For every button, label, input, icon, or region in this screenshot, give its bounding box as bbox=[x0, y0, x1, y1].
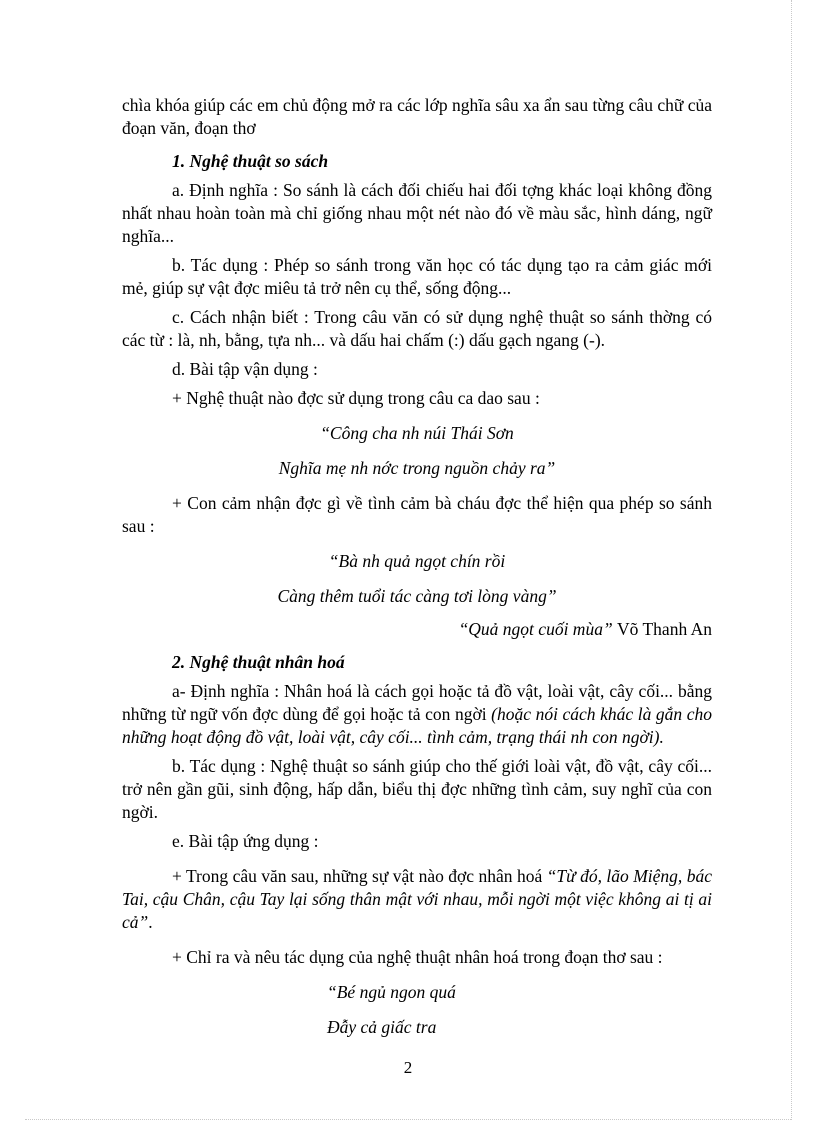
comparison-effect: b. Tác dụng : Phép so sánh trong văn học có tác dụng tạo ra cảm giác mới mẻ, giúp sự vật đợc miêu tả trở nên cụ thể, sống động... bbox=[122, 255, 712, 298]
page-content bbox=[122, 94, 712, 1039]
poem-3-line-1: “Bé ngủ ngon quá bbox=[327, 982, 456, 1002]
personification-definition bbox=[122, 680, 712, 749]
comparison-exercise-title: d. Bài tập vận dụng : bbox=[172, 359, 318, 379]
poem-1-line-2: Nghĩa mẹ nh nớc trong nguồn chảy ra” bbox=[278, 458, 556, 478]
intro-paragraph: chìa khóa giúp các em chủ động mở ra các lớp nghĩa sâu xa ẩn sau từng câu chữ của đoạn văn, đoạn thơ bbox=[122, 95, 712, 138]
comparison-recognition: c. Cách nhận biết : Trong câu văn có sử dụng nghệ thuật so sánh thờng có các từ : là, nh, bằng, tựa nh... và dấu hai chấm (:) dấu gạch ngang (-). bbox=[122, 307, 712, 350]
personification-question-1-main: + Trong câu văn sau, những sự vật nào đợc nhân hoá bbox=[172, 866, 547, 886]
poem-2-source bbox=[122, 618, 712, 641]
poem-1-line-1: “Công cha nh núi Thái Sơn bbox=[320, 423, 514, 443]
personification-definition-main: a- Định nghĩa : Nhân hoá là cách gọi hoặc tả đồ vật, loài vật, cây cối... bằng những từ ngữ vốn đợc dùng để gọi hoặc tả con ngời bbox=[122, 681, 712, 724]
comparison-question-2: + Con cảm nhận đợc gì về tình cảm bà cháu đợc thể hiện qua phép so sánh sau : bbox=[122, 493, 712, 536]
bottom-page-border bbox=[25, 1119, 791, 1120]
personification-effect: b. Tác dụng : Nghệ thuật so sánh giúp cho thế giới loài vật, đồ vật, cây cối... trở nên gần gũi, sinh động, hấp dẫn, biểu thị đợc những tình cảm, suy nghĩ của con ngời. bbox=[122, 756, 712, 822]
comparison-question-1: + Nghệ thuật nào đợc sử dụng trong câu ca dao sau : bbox=[172, 388, 540, 408]
comparison-definition: a. Định nghĩa : So sánh là cách đối chiếu hai đối tợng khác loại không đồng nhất nhau hoàn toàn mà chỉ giống nhau một nét nào đó về màu sắc, hình dáng, ngữ nghĩa... bbox=[122, 180, 712, 246]
poem-2-line-2: Càng thêm tuổi tác càng tơi lòng vàng” bbox=[277, 586, 557, 606]
page-number: 2 bbox=[403, 1058, 413, 1077]
section-1-heading: 1. Nghệ thuật so sách bbox=[172, 151, 329, 171]
right-page-border bbox=[791, 0, 792, 1120]
personification-question-1 bbox=[122, 865, 712, 934]
poem-2-source-title: “Quả ngọt cuối mùa” bbox=[458, 619, 613, 639]
personification-question-1-end: . bbox=[148, 912, 153, 932]
poem-2-line-1: “Bà nh quả ngọt chín rồi bbox=[328, 551, 506, 571]
personification-question-2: + Chỉ ra và nêu tác dụng của nghệ thuật nhân hoá trong đoạn thơ sau : bbox=[172, 947, 663, 967]
personification-definition-italic: (hoặc nói cách khác là gắn cho những hoạt động đồ vật, loài vật, cây cối... tình cảm, trạng thái nh con ngời). bbox=[122, 704, 713, 747]
poem-3-line-2: Đẫy cả giấc tra bbox=[327, 1017, 437, 1037]
section-2-heading: 2. Nghệ thuật nhân hoá bbox=[172, 652, 345, 672]
personification-exercise-title: e. Bài tập ứng dụng : bbox=[172, 831, 319, 851]
poem-2-source-author: Võ Thanh An bbox=[617, 619, 712, 639]
personification-question-1-quote: “Từ đó, lão Miệng, bác Tai, cậu Chân, cậu Tay lại sống thân mật với nhau, mỗi ngời một việc không ai tị ai cả” bbox=[122, 866, 712, 932]
